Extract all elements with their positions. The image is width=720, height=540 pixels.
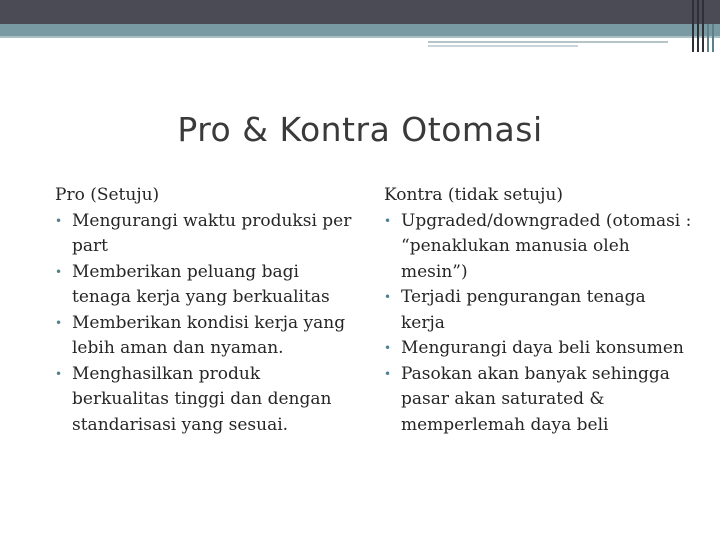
banner-vertical-bar <box>697 0 699 52</box>
kontra-list <box>384 209 694 439</box>
list-item <box>55 311 360 362</box>
banner-teal-band <box>0 24 720 36</box>
bullet-dot-icon: • <box>55 264 63 279</box>
list-item-text: Memberikan peluang bagi tenaga kerja yang berkualitas <box>72 261 330 307</box>
banner-dark-band <box>0 0 720 24</box>
bullet-dot-icon: • <box>55 315 63 330</box>
list-item-text: Pasokan akan banyak sehingga pasar akan saturated & memperlemah daya beli <box>401 363 670 435</box>
list-item-text: Memberikan kondisi kerja yang lebih aman dan nyaman. <box>72 312 346 358</box>
pro-column <box>55 183 360 438</box>
list-item-text: Mengurangi daya beli konsumen <box>401 338 684 358</box>
banner-vertical-bar <box>702 0 704 52</box>
pro-list <box>55 209 360 439</box>
bullet-dot-icon: • <box>55 366 63 381</box>
list-item-text: Mengurangi waktu produksi per part <box>72 210 352 256</box>
list-item-text: Menghasilkan produk berkualitas tinggi dan dengan standarisasi yang sesuai. <box>72 363 332 435</box>
banner-vertical-bar <box>712 24 714 52</box>
list-item <box>384 209 694 286</box>
kontra-heading: Kontra (tidak setuju) <box>384 185 563 205</box>
bullet-dot-icon: • <box>384 341 392 355</box>
banner-vertical-bar <box>707 24 709 52</box>
bullet-dot-icon: • <box>384 366 392 381</box>
list-item <box>384 285 694 336</box>
list-item <box>384 336 694 362</box>
slide-title: Pro & Kontra Otomasi <box>177 110 543 149</box>
header-banner <box>0 0 720 52</box>
banner-stripe <box>428 45 578 47</box>
pro-heading: Pro (Setuju) <box>55 185 160 205</box>
kontra-column <box>384 183 694 438</box>
list-item <box>55 260 360 311</box>
list-item-text: Upgraded/downgraded (otomasi : “penaklukan manusia oleh mesin”) <box>401 210 692 282</box>
banner-vertical-bar <box>692 0 694 52</box>
list-item <box>55 209 360 260</box>
list-item <box>55 362 360 439</box>
list-item-text: Terjadi pengurangan tenaga kerja <box>401 287 646 333</box>
list-item <box>384 362 694 439</box>
bullet-dot-icon: • <box>55 213 63 228</box>
banner-stripe <box>428 41 668 43</box>
bullet-dot-icon: • <box>384 213 392 228</box>
banner-teal-edge <box>0 36 720 38</box>
bullet-dot-icon: • <box>384 290 392 304</box>
